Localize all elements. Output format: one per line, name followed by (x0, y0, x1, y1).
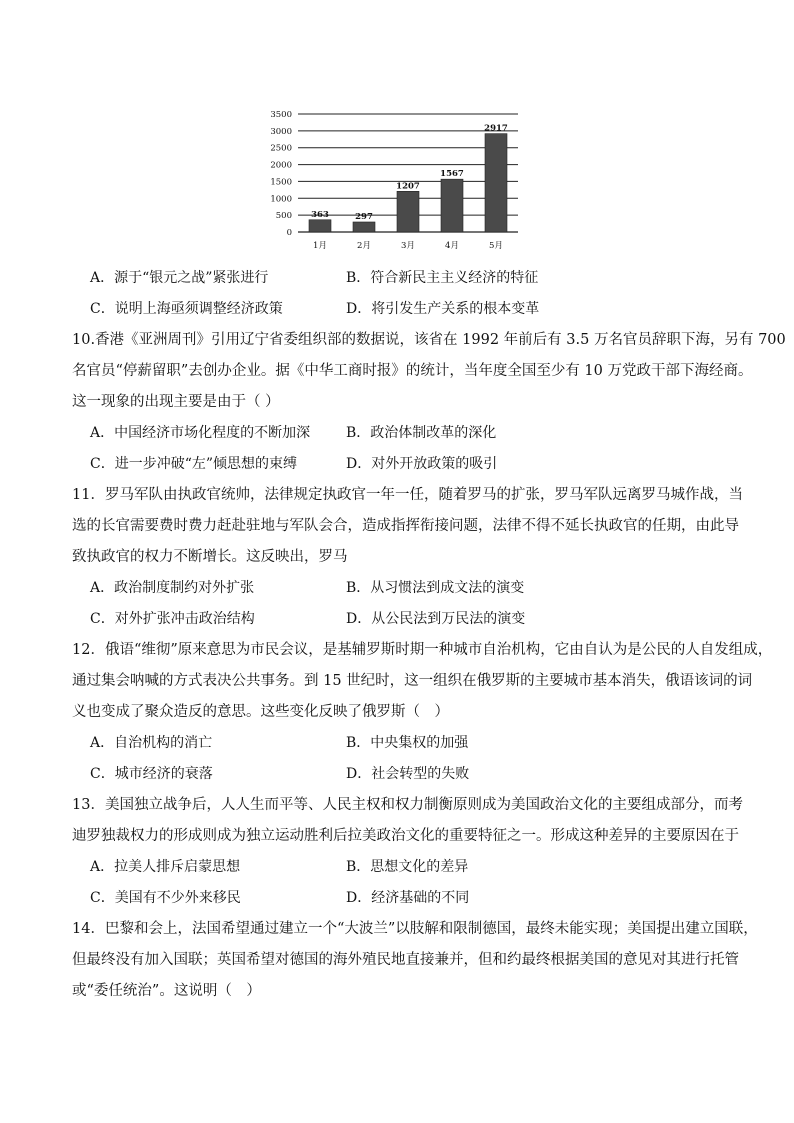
q9-option-a: A．源于“银元之战”紧张进行 (90, 270, 269, 286)
y-tick-label: 3500 (270, 110, 292, 120)
data-label: 2917 (484, 123, 508, 134)
y-tick-label: 500 (275, 211, 292, 222)
q12-option-d: D．社会转型的失败 (346, 766, 470, 782)
q9-option-b: B．符合新民主主义经济的特征 (346, 270, 539, 286)
q14-text-line: 但最终没有加入国联；英国希望对德国的海外殖民地直接兼并，但和约最终根据美国的意见对其进行托管 (72, 952, 739, 968)
q12-text-line: 12．俄语“维彻”原来意思为市民会议，是基辅罗斯时期一种城市自治机构，它由自认为是公民的人自发组成， (72, 642, 773, 658)
q11-text-line: 致执政官的权力不断增长。这反映出，罗马 (72, 549, 348, 565)
q13-text-line: 13．美国独立战争后，人人生而平等、人民主权和权力制衡原则成为美国政治文化的主要组成部分，而考 (72, 797, 743, 813)
q14-text-line: 14．巴黎和会上，法国希望通过建立一个“大波兰”以肢解和限制德国，最终未能实现；美国提出建立国联， (72, 921, 758, 937)
y-tick-label: 2500 (270, 143, 292, 154)
y-tick-label: 2000 (270, 160, 292, 171)
bar (309, 220, 331, 232)
q10-option-c: C．进一步冲破“左”倾思想的束缚 (90, 456, 298, 472)
q10-text-line: 名官员“停薪留职”去创办企业。据《中华工商时报》的统计，当年度全国至少有 10 万党政干部下海经商。 (72, 363, 753, 379)
q9-option-c: C．说明上海亟须调整经济政策 (90, 301, 283, 317)
q11-option-d: D．从公民法到万民法的演变 (346, 611, 526, 627)
q10-option-d: D．对外开放政策的吸引 (346, 456, 498, 472)
bar-chart (262, 104, 524, 256)
q10-text-line: 这一现象的出现主要是由于（ ） (72, 394, 280, 410)
x-tick-label: 3月 (401, 241, 415, 251)
y-tick-label: 1500 (270, 177, 292, 188)
data-label: 297 (355, 211, 373, 222)
q11-option-c: C．对外扩张冲击政治结构 (90, 611, 255, 627)
q11-text-line: 11．罗马军队由执政官统帅，法律规定执政官一年一任，随着罗马的扩张，罗马军队远离罗马城作战，当 (72, 487, 743, 503)
x-tick-label: 2月 (357, 241, 371, 251)
q12-option-a: A．自治机构的消亡 (90, 735, 213, 751)
q11-option-b: B．从习惯法到成文法的演变 (346, 580, 525, 596)
q14-text-line: 或“委任统治”。这说明（ ） (72, 983, 261, 999)
q12-text-line: 义也变成了聚众造反的意思。这些变化反映了俄罗斯（ ） (72, 704, 449, 720)
y-tick-label: 1000 (270, 194, 292, 205)
bar (485, 134, 507, 232)
data-label: 363 (311, 209, 329, 220)
x-tick-label: 1月 (313, 241, 327, 251)
q11-option-a: A．政治制度制约对外扩张 (90, 580, 255, 596)
q12-text-line: 通过集会呐喊的方式表决公共事务。到 15 世纪时，这一组织在俄罗斯的主要城市基本消失，俄语该词的词 (72, 673, 753, 689)
data-label: 1567 (440, 169, 464, 180)
q13-option-b: B．思想文化的差异 (346, 859, 469, 875)
q11-text-line: 选的长官需要费时费力赶赴驻地与军队会合，造成指挥衔接问题，法律不得不延长执政官的任期，由此导 (72, 518, 739, 534)
bar (397, 191, 419, 232)
q9-option-d: D．将引发生产关系的根本变革 (346, 301, 540, 317)
q13-option-d: D．经济基础的不同 (346, 890, 470, 906)
q13-option-a: A．拉美人排斥启蒙思想 (90, 859, 241, 875)
q10-option-a: A．中国经济市场化程度的不断加深 (90, 425, 311, 441)
y-tick-label: 0 (286, 228, 292, 238)
q13-option-c: C．美国有不少外来移民 (90, 890, 241, 906)
data-label: 1207 (396, 181, 420, 192)
q12-option-b: B．中央集权的加强 (346, 735, 469, 751)
x-tick-label: 5月 (489, 241, 503, 251)
x-tick-label: 4月 (445, 241, 459, 251)
y-tick-label: 3000 (270, 126, 292, 137)
q12-option-c: C．城市经济的衰落 (90, 766, 213, 782)
q10-option-b: B．政治体制改革的深化 (346, 425, 497, 441)
bar (353, 222, 375, 232)
bar (441, 179, 463, 232)
q10-text-line: 10.香港《亚洲周刊》引用辽宁省委组织部的数据说，该省在 1992 年前后有 3.5 万名官员辞职下海，另有 700 (72, 332, 786, 348)
q13-text-line: 迪罗独裁权力的形成则成为独立运动胜利后拉美政治文化的重要特征之一。形成这种差异的主要原因在于 (72, 828, 739, 844)
